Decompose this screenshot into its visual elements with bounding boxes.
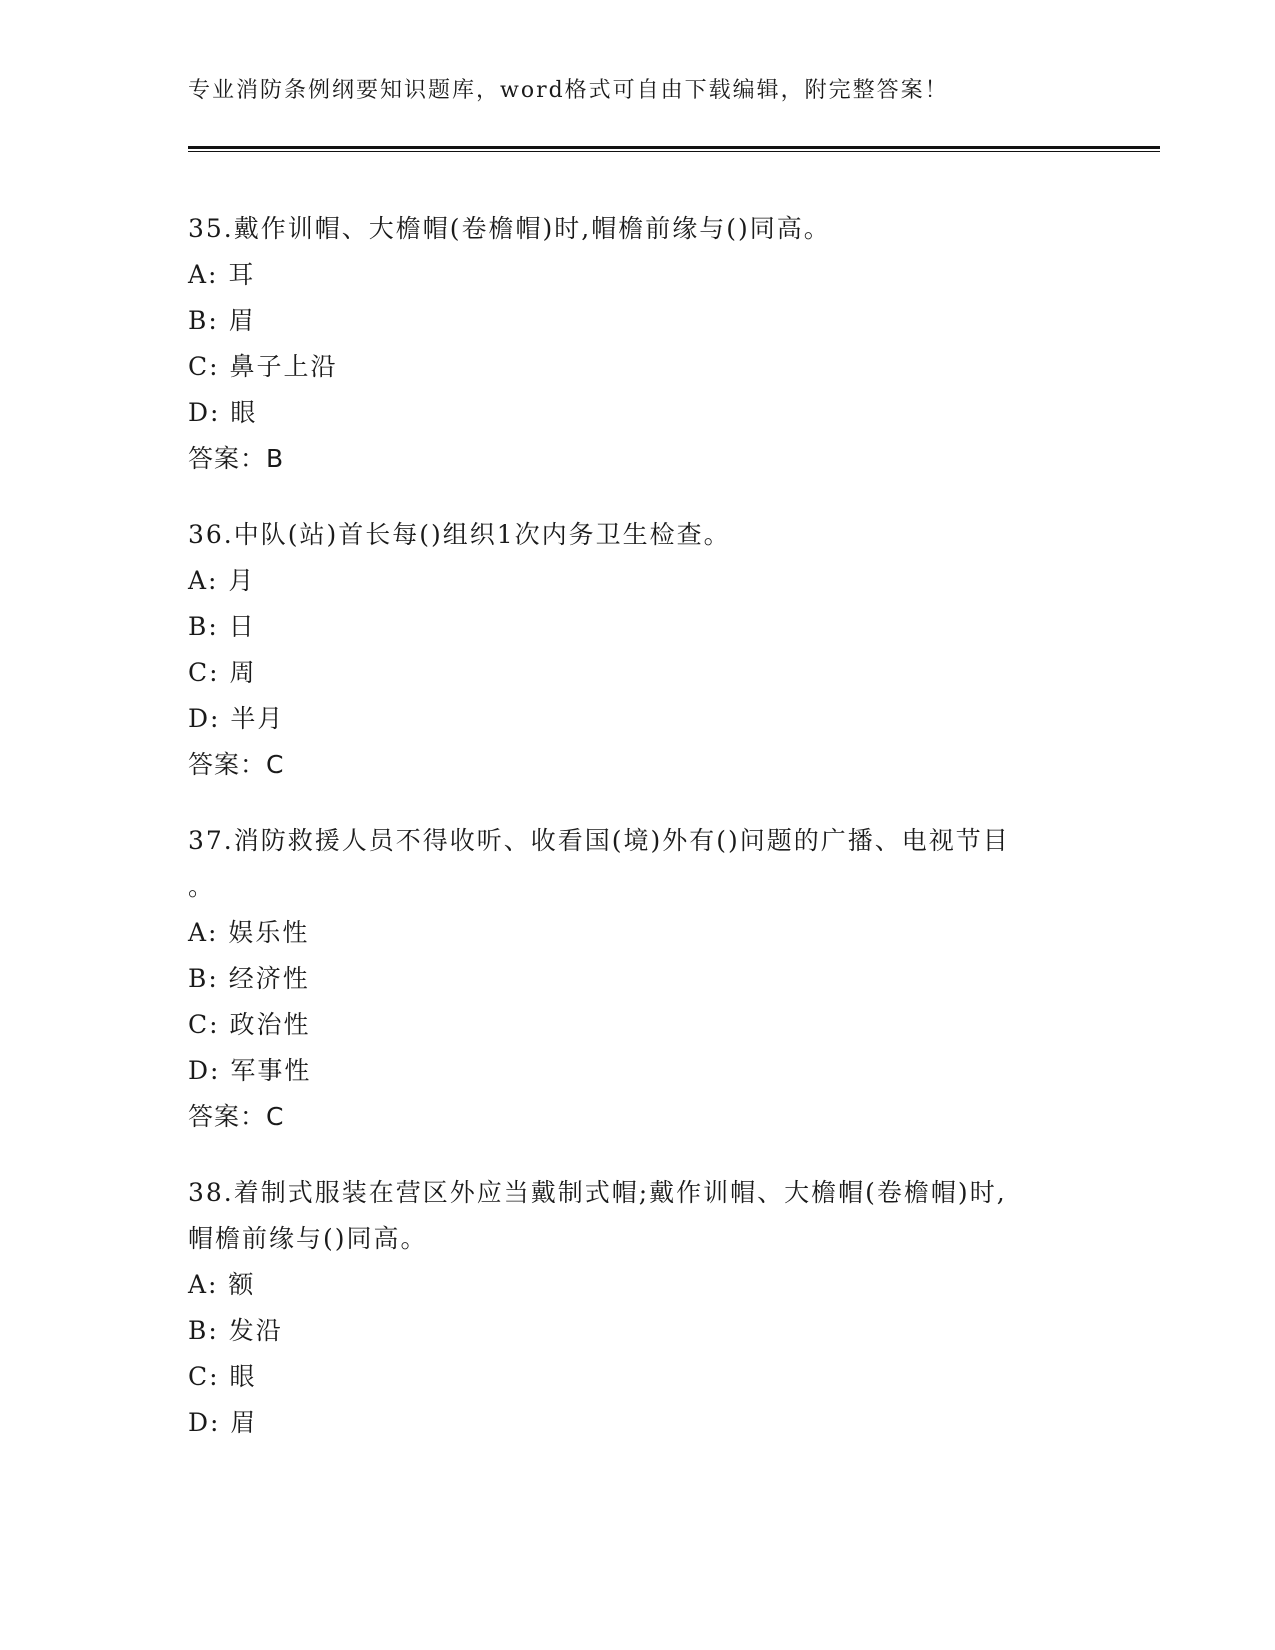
question-38 [188,1170,1088,1446]
answer-line: 答案：C [188,1102,285,1131]
option-c: C: 眼 [188,1362,257,1391]
question-36 [188,512,1088,788]
question-35 [188,206,1088,482]
question-stem-line-1: 37.消防救援人员不得收听、收看国(境)外有()问题的广播、电视节目 [188,826,1010,855]
question-37 [188,818,1088,1140]
option-b: B: 经济性 [188,964,310,993]
option-a: A: 额 [188,1270,256,1299]
option-b: B: 发沿 [188,1316,283,1345]
option-c: C: 周 [188,658,257,687]
option-d: D: 眼 [188,398,258,427]
option-c: C: 政治性 [188,1010,311,1039]
header-rule-thick [188,146,1160,149]
option-a: A: 耳 [188,260,256,289]
question-stem: 35.戴作训帽、大檐帽(卷檐帽)时,帽檐前缘与()同高。 [188,214,831,243]
option-a: A: 月 [188,566,256,595]
option-d: D: 半月 [188,704,285,733]
option-c: C: 鼻子上沿 [188,352,338,381]
answer-line: 答案：B [188,444,285,473]
header-rule-thin [188,151,1160,152]
question-list [188,206,1088,1476]
question-stem-line-1: 38.着制式服装在营区外应当戴制式帽;戴作训帽、大檐帽(卷檐帽)时, [188,1178,1007,1207]
option-b: B: 眉 [188,306,256,335]
option-b: B: 日 [188,612,256,641]
option-d: D: 眉 [188,1408,258,1437]
question-stem-line-2: 。 [188,872,216,901]
question-stem: 36.中队(站)首长每()组织1次内务卫生检查。 [188,520,731,549]
option-d: D: 军事性 [188,1056,312,1085]
question-stem-line-2: 帽檐前缘与()同高。 [188,1224,428,1253]
option-a: A: 娱乐性 [188,918,310,947]
page-header: 专业消防条例纲要知识题库，word格式可自由下载编辑，附完整答案！ [188,78,949,103]
answer-line: 答案：C [188,750,285,779]
